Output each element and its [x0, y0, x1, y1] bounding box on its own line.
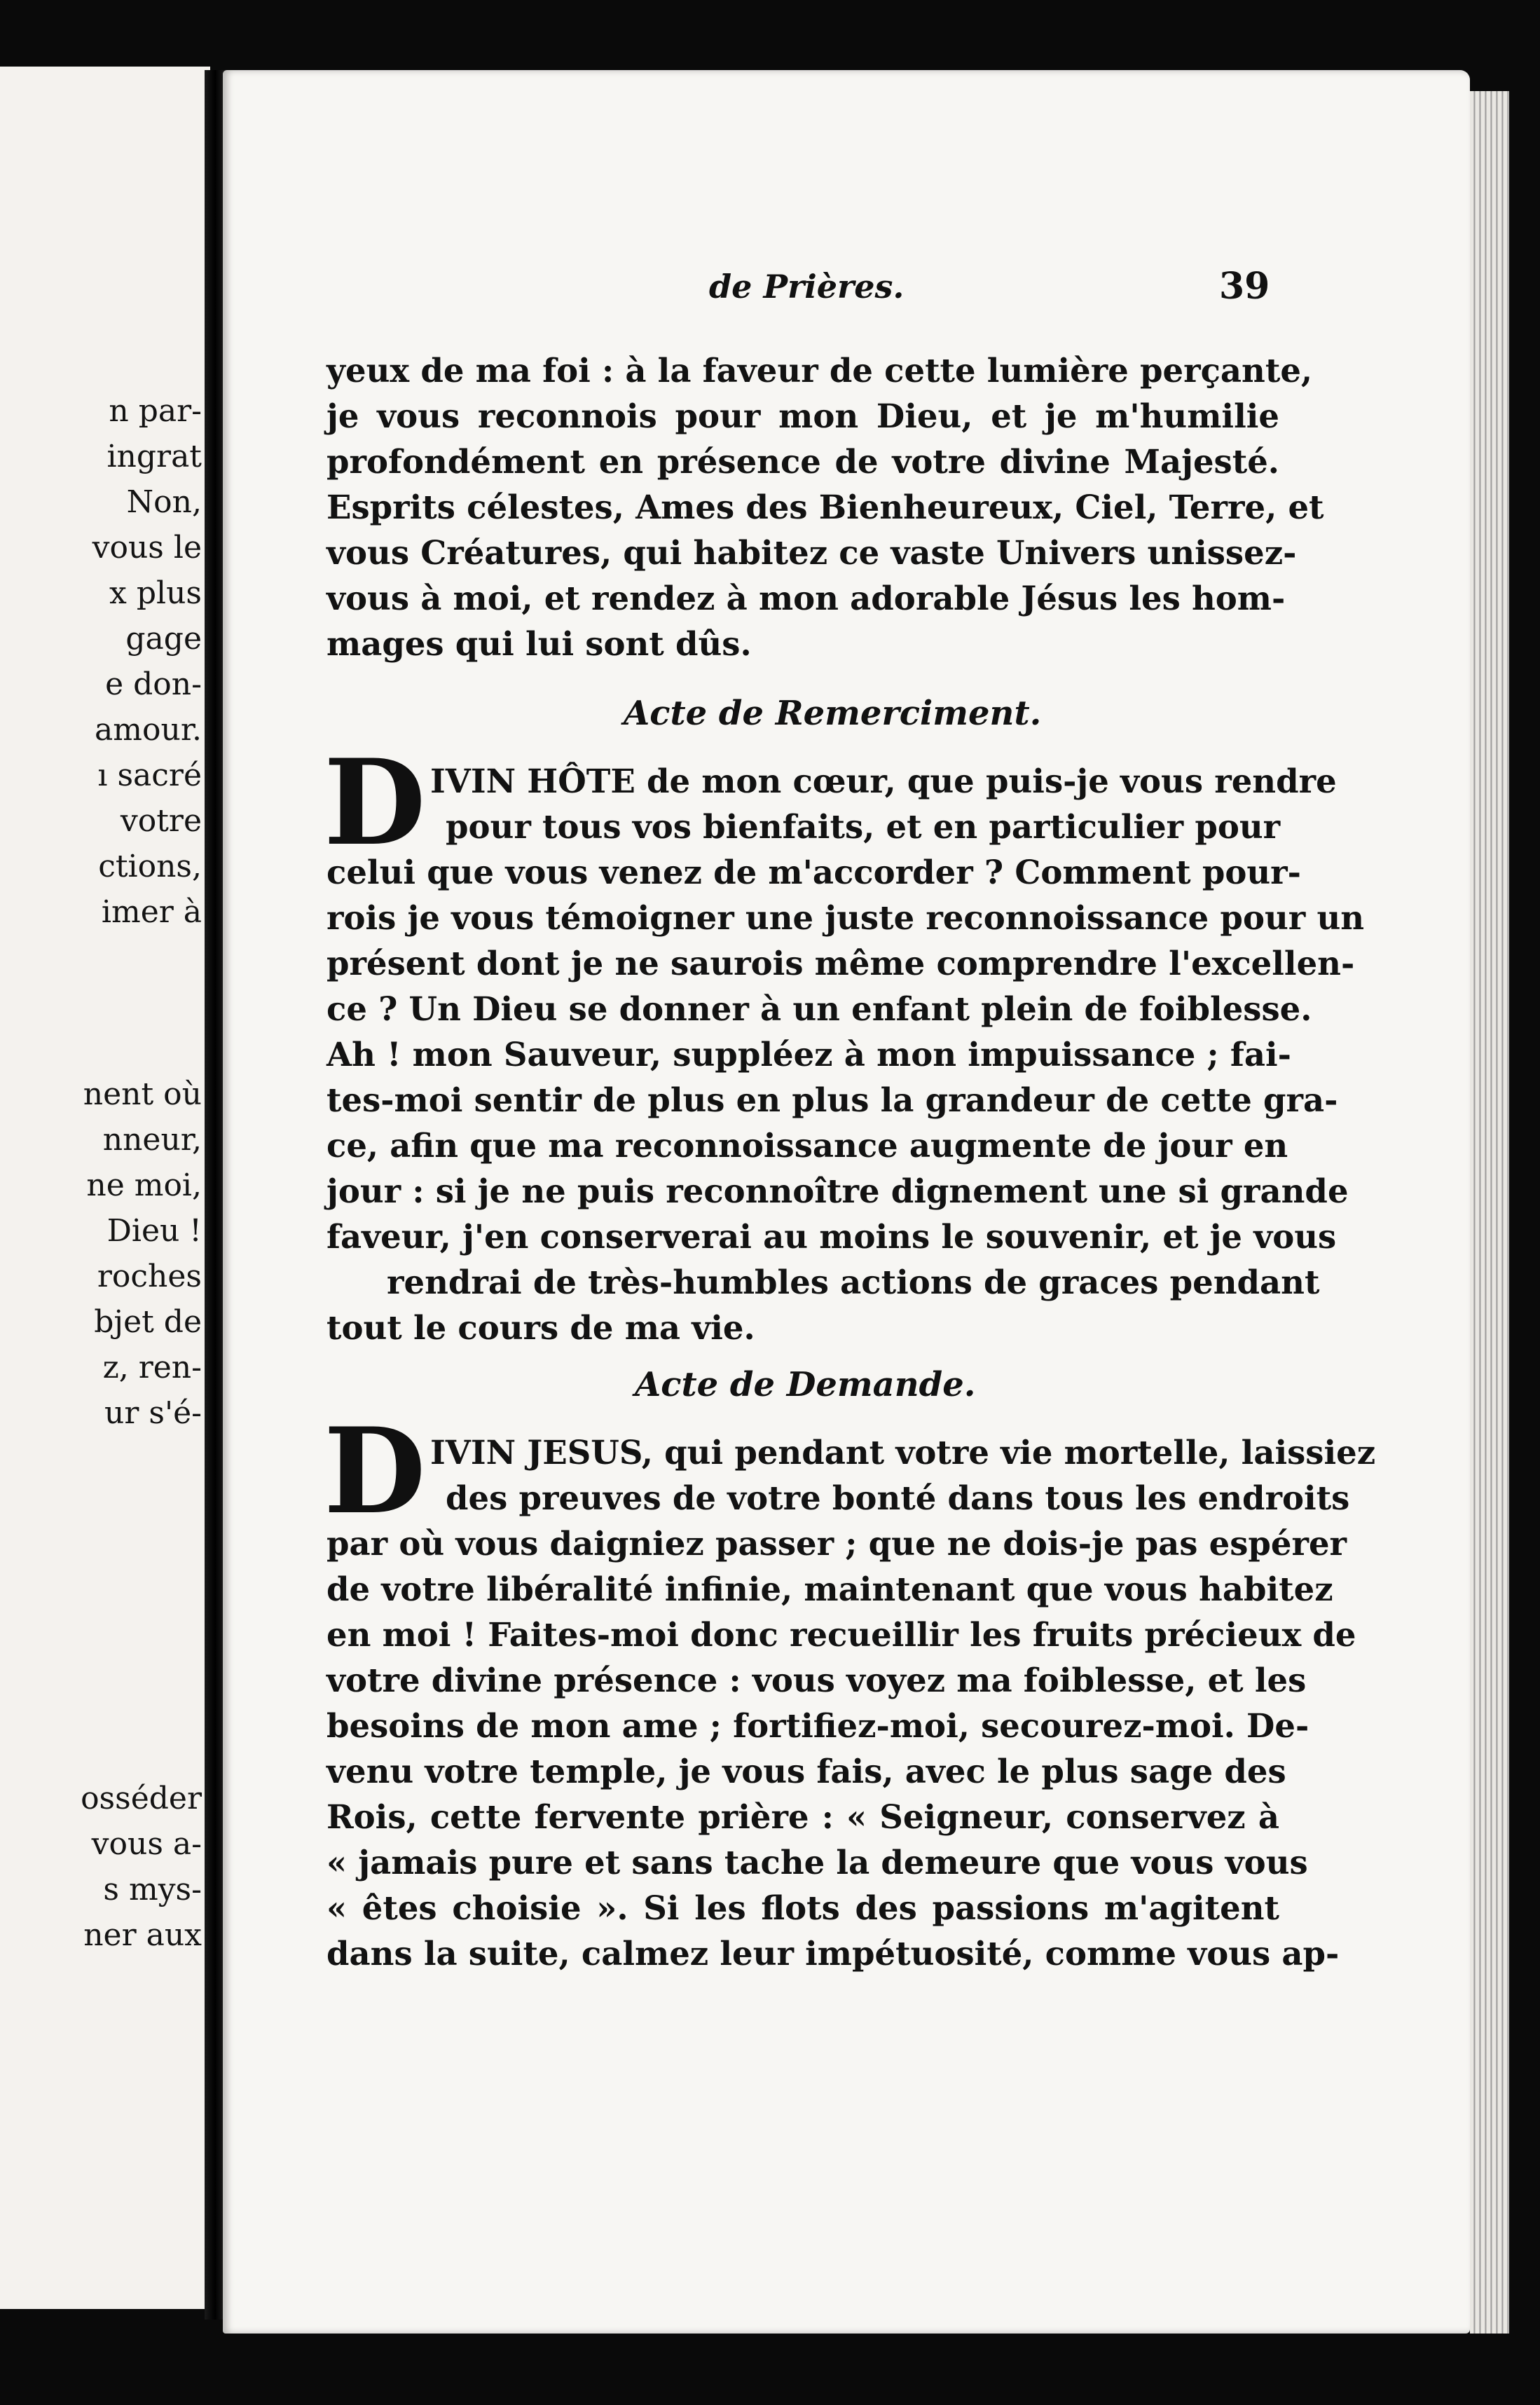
text-line: venu votre temple, je vous fais, avec le plus sage des — [326, 1752, 1286, 1790]
left-page-line: z, ren- — [102, 1350, 202, 1385]
section-heading-remerciment: Acte de Remerciment. — [624, 694, 1042, 733]
left-page-line: n par- — [109, 393, 202, 429]
left-page-line: s mys- — [103, 1872, 202, 1907]
left-page-line: gage — [125, 621, 202, 657]
text-line: Ah ! mon Sauveur, suppléez à mon impuissance ; fai- — [326, 1035, 1291, 1074]
text-line: pour tous vos bienfaits, et en particulier pour — [446, 807, 1281, 846]
text-line: profondément en présence de votre divine Majesté. — [326, 442, 1279, 481]
text-line: Rois, cette fervente prière : « Seigneur, conservez à — [326, 1797, 1279, 1836]
left-page-line: ctions, — [98, 849, 202, 884]
text-line: tout le cours de ma vie. — [326, 1308, 755, 1347]
text-line: celui que vous venez de m'accorder ? Comment pour- — [326, 853, 1301, 891]
left-page-line: ı sacré — [97, 758, 202, 793]
text-line: vous à moi, et rendez à mon adorable Jésus les hom- — [326, 579, 1286, 617]
paragraph-3 — [326, 1430, 1376, 1976]
text-line: rendrai de très-humbles actions de graces pendant — [387, 1263, 1320, 1301]
section-heading-demande: Acte de Demande. — [635, 1365, 976, 1404]
left-page-line: osséder — [81, 1781, 202, 1816]
text-line: faveur, j'en conserverai au moins le souvenir, et je vous — [326, 1217, 1337, 1256]
left-facing-page — [0, 67, 210, 2309]
text-line: par où vous daigniez passer ; que ne dois-je pas espérer — [326, 1524, 1347, 1563]
left-page-line: amour. — [95, 712, 202, 748]
drop-cap: D — [324, 1402, 426, 1540]
page-edges — [1470, 91, 1509, 2334]
text-line: mages qui lui sont dûs. — [326, 624, 752, 663]
text-line: je vous reconnois pour mon Dieu, et je m'humilie — [326, 397, 1279, 435]
left-page-line: ingrat — [106, 439, 202, 474]
left-page-line: vous le — [92, 530, 202, 566]
text-line: votre divine présence : vous voyez ma foiblesse, et les — [326, 1661, 1307, 1699]
text-line: des preuves de votre bonté dans tous les endroits — [446, 1479, 1350, 1517]
text-line: rois je vous témoigner une juste reconnoissance pour un — [326, 898, 1365, 937]
left-page-line: ner aux — [83, 1917, 202, 1953]
text-line: de votre libéralité infinie, maintenant que vous habitez — [326, 1570, 1333, 1608]
left-page-line: nent où — [83, 1076, 202, 1112]
left-page-line: Dieu ! — [106, 1213, 202, 1249]
left-page-line: Non, — [126, 484, 202, 520]
left-page-line: x plus — [109, 575, 202, 611]
drop-cap: D — [324, 733, 426, 872]
text-line: « jamais pure et sans tache la demeure que vous vous — [326, 1843, 1308, 1882]
text-line: yeux de ma foi : à la faveur de cette lumière perçante, — [326, 351, 1313, 390]
left-page-line: votre — [120, 803, 202, 839]
text-line: dans la suite, calmez leur impétuosité, comme vous ap- — [326, 1934, 1340, 1973]
text-line: « êtes choisie ». Si les flots des passions m'agitent — [326, 1889, 1279, 1927]
text-line: ce ? Un Dieu se donner à un enfant plein de foiblesse. — [326, 989, 1312, 1028]
running-head: de Prières. — [709, 268, 905, 306]
text-line: tes-moi sentir de plus en plus la grandeur de cette gra- — [326, 1081, 1338, 1119]
left-page-line: vous a- — [91, 1826, 202, 1862]
text-line: IVIN HÔTE de mon cœur, que puis-je vous rendre — [430, 762, 1337, 800]
text-line: jour : si je ne puis reconnoître dignement une si grande — [326, 1172, 1349, 1210]
text-line: présent dont je ne saurois même comprendre l'excellen- — [326, 944, 1355, 982]
text-line: besoins de mon ame ; fortifiez-moi, secourez-moi. De- — [326, 1706, 1309, 1745]
paragraph-1 — [326, 348, 1324, 666]
text-line: Esprits célestes, Ames des Bienheureux, Ciel, Terre, et — [326, 488, 1324, 526]
left-page-line: nneur, — [102, 1122, 202, 1158]
left-page-line: ur s'é- — [104, 1395, 202, 1431]
text-line: en moi ! Faites-moi donc recueillir les fruits précieux de — [326, 1615, 1356, 1654]
left-page-line: imer à — [101, 894, 202, 930]
text-line: IVIN JESUS, qui pendant votre vie mortelle, laissiez — [430, 1433, 1376, 1472]
left-page-line: e don- — [105, 666, 202, 702]
page-number: 39 — [1219, 265, 1270, 308]
text-line: vous Créatures, qui habitez ce vaste Univers unissez- — [326, 533, 1297, 572]
left-page-line: ne moi, — [86, 1167, 202, 1203]
text-line: ce, afin que ma reconnoissance augmente de jour en — [326, 1126, 1288, 1165]
left-page-line: bjet de — [94, 1304, 202, 1340]
left-page-line: roches — [97, 1259, 202, 1294]
paragraph-2 — [326, 758, 1365, 1350]
